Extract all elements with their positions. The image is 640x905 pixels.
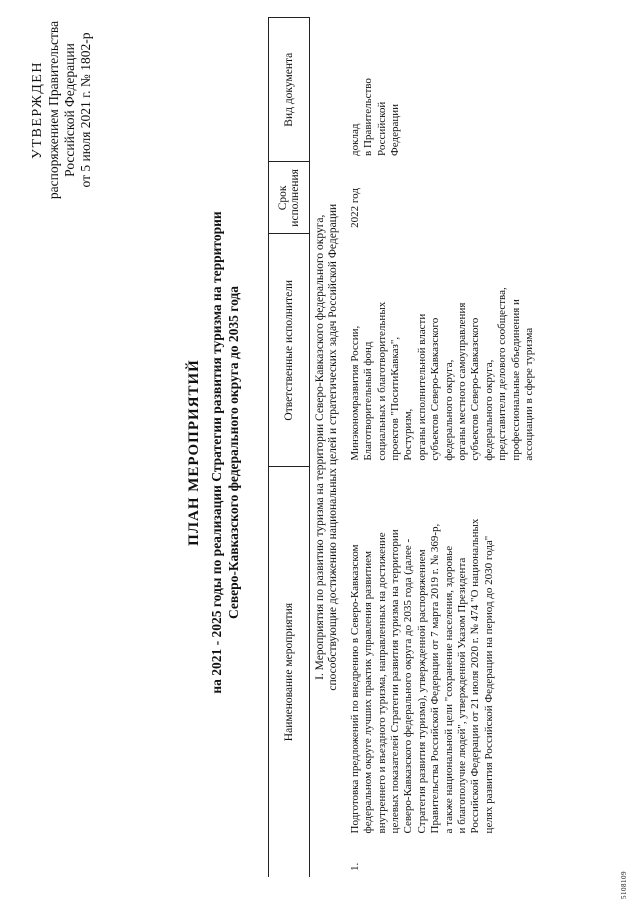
section-heading-line: способствующие достижению национальных целей и стратегических задач Российской Федерации bbox=[327, 203, 340, 691]
text-line: федерального округа, bbox=[442, 359, 455, 461]
text-line: субъектов Северо-Кавказского bbox=[429, 317, 442, 461]
text-line: субъектов Северо-Кавказского bbox=[469, 317, 482, 461]
text-line: и благополучие людей", утвержденной Указом Президента bbox=[456, 557, 469, 834]
approval-date-line: от 5 июля 2021 г. № 1802-р bbox=[78, 32, 93, 188]
document-subtitle: Северо-Кавказского федерального округа до 2035 года bbox=[226, 285, 241, 620]
text-line: профессиональные объединения и bbox=[509, 299, 522, 461]
text-line: Ростуризм, bbox=[402, 408, 415, 461]
approval-line: Российской Федерации bbox=[62, 43, 77, 177]
text-line: органы местного самоуправления bbox=[456, 302, 469, 461]
text-line: целях развития Российской Федерации на период до 2030 года" bbox=[482, 535, 495, 834]
text-line: Российской Федерации от 21 июля 2020 г. № 474 "О национальных bbox=[469, 518, 482, 834]
table-header-row bbox=[269, 18, 310, 878]
activity-name-cell bbox=[345, 467, 541, 840]
text-line: органы исполнительной власти bbox=[415, 313, 428, 461]
text-line: Северо-Кавказского федерального округа до 2035 года (далее - bbox=[402, 538, 415, 834]
text-line: внутреннего и въездного туризма, направленных на достижение bbox=[375, 532, 388, 834]
text-line: федерального округа, bbox=[482, 359, 495, 461]
text-line: Подготовка предложений по внедрению в Северо-Кавказском bbox=[348, 544, 361, 834]
text-line: социальных и благотворительных bbox=[375, 301, 388, 461]
text-line: Правительства Российской Федерации от 7 марта 2019 г. № 369-р, bbox=[429, 523, 442, 834]
column-header-deadline bbox=[269, 162, 310, 234]
text-line: Стратегия развития туризма), утвержденной распоряжением bbox=[415, 549, 428, 834]
approval-line: распоряжением Правительства bbox=[46, 20, 61, 200]
registration-code: 5108109 bbox=[620, 871, 628, 899]
table-row bbox=[345, 18, 541, 878]
text-line: представители делового сообщества, bbox=[496, 287, 509, 461]
text-line: проектов "ПоситиКавказ", bbox=[389, 336, 402, 461]
text-line: Минэкономразвития России, bbox=[348, 325, 361, 461]
doc-type-cell bbox=[345, 18, 541, 162]
section-heading-line: I. Мероприятия по развитию туризма на территории Северо-Кавказского федерального округа, bbox=[314, 214, 326, 680]
text-line: в Правительство bbox=[362, 78, 375, 156]
approval-stamp bbox=[30, 15, 94, 205]
text-line: Российской bbox=[375, 101, 388, 156]
section-row bbox=[310, 18, 345, 878]
approval-heading: УТВЕРЖДЕН bbox=[30, 61, 45, 159]
text-line: Благотворительный фонд bbox=[362, 341, 375, 461]
column-header-name: Наименование мероприятия bbox=[269, 467, 310, 877]
text-line: Федерации bbox=[389, 104, 402, 156]
text-line: федеральном округе лучших практик управления развитием bbox=[362, 551, 375, 834]
section-heading bbox=[310, 18, 345, 878]
text-line: целевых показателей Стратегии развития туризма на территории bbox=[389, 529, 402, 834]
column-header-executors: Ответственные исполнители bbox=[269, 234, 310, 467]
text-line: а также национальной цели "сохранение населения, здоровье bbox=[442, 545, 455, 834]
text-line: доклад bbox=[348, 123, 361, 156]
document-title: ПЛАН МЕРОПРИЯТИЙ bbox=[186, 359, 202, 546]
column-header-deadline-line: Срок bbox=[276, 185, 289, 211]
text-line: ассоциации в сфере туризма bbox=[523, 327, 536, 461]
plan-table bbox=[268, 17, 541, 877]
deadline-cell: 2022 год bbox=[348, 188, 361, 228]
column-header-deadline-line: исполнения bbox=[289, 169, 301, 227]
row-number: 1. bbox=[348, 862, 361, 871]
executors-cell bbox=[345, 234, 541, 467]
column-header-doc-type: Вид документа bbox=[269, 18, 310, 162]
document-subtitle: на 2021 - 2025 годы по реализации Стратегии развития туризма на территории bbox=[209, 211, 224, 694]
